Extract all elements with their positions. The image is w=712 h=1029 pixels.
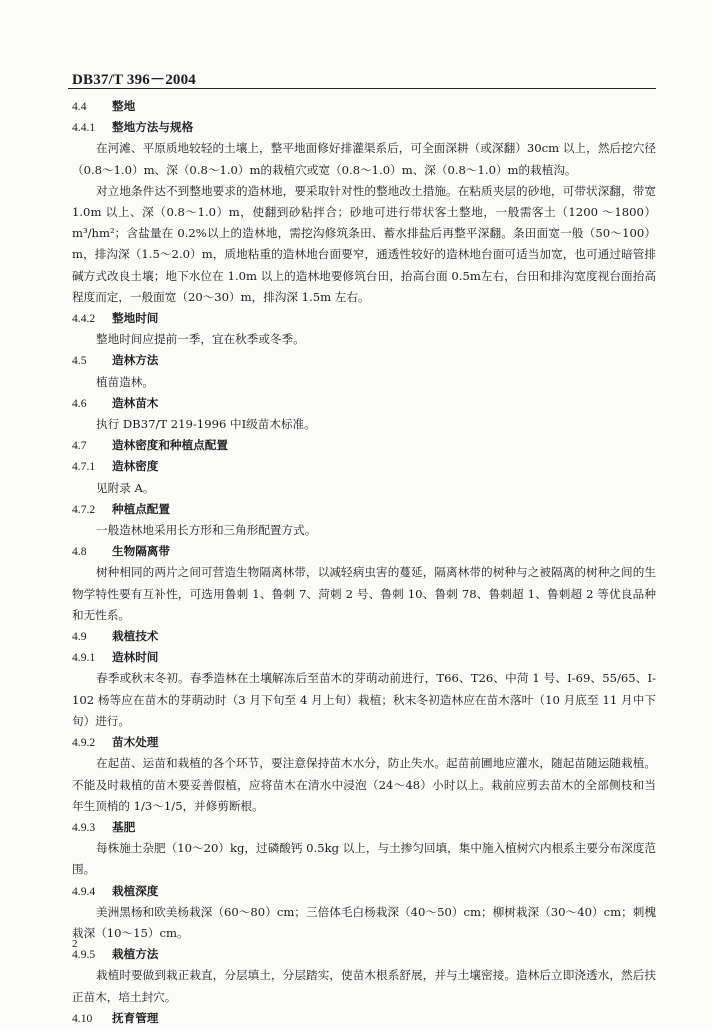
section-heading [72, 96, 656, 117]
section-number: 4.9.4 [72, 884, 96, 898]
section-heading [72, 350, 656, 371]
section-title: 基肥 [112, 819, 136, 834]
section-title: 造林密度和种植点配置 [112, 438, 228, 453]
section-title: 造林方法 [112, 353, 159, 368]
paragraph: 见附录 A。 [96, 480, 155, 495]
section-number: 4.9.1 [72, 651, 96, 665]
section-heading [72, 435, 656, 456]
paragraph: 美洲黑杨和欧美杨栽深（60～80）cm；三倍体毛白杨栽深（40～50）cm；柳树栽深（30～40）cm；刺槐栽深（10～15）cm。 [72, 904, 656, 940]
section-heading [72, 541, 656, 562]
paragraph: 执行 DB37/T 219-1996 中Ⅰ级苗木标准。 [96, 417, 316, 432]
section-title: 整地 [112, 99, 136, 113]
page-number: 2 [72, 938, 78, 950]
section-number: 4.4 [72, 100, 87, 113]
paragraph: 春季或秋末冬初。春季造林在土壤解冻后至苗木的芽萌动前进行，T66、T26、中菏 1 号、I-69、55/65、I-102 杨等应在苗木的芽萌动时（3 月下旬至 4 月上旬）栽植；秋末冬初造林应在苗木落叶（10 月底至 11 月中下旬）进行。 [72, 671, 656, 728]
header-rule [68, 88, 656, 89]
section-number: 4.9.5 [72, 948, 96, 962]
section-heading [72, 499, 656, 520]
section-title: 栽植深度 [112, 883, 159, 898]
section-title: 造林时间 [112, 650, 159, 665]
paragraph: 在河滩、平原质地较轻的土壤上，整平地面修好排灌渠系后，可全面深耕（或深翻）30cm 以上，然后挖穴径（0.8～1.0）m、深（0.8～1.0）m的栽植穴或宽（0.8～1.0）m、深（0.8～1.0）m的栽植沟。 [72, 141, 656, 177]
section-heading [72, 393, 656, 414]
section-number: 4.8 [72, 545, 87, 559]
section-title: 苗木处理 [112, 735, 159, 750]
document-body [72, 96, 656, 1029]
paragraph: 在起苗、运苗和栽植的各个环节，要注意保持苗木水分，防止失水。起苗前圃地应灌水，随起苗随运随栽植。不能及时栽植的苗木要妥善假植，应将苗木在清水中浸泡（24～48）小时以上。栽前应剪去苗木的全部侧枝和当年生顶梢的 1/3～1/5，并修剪断根。 [72, 756, 656, 813]
section-number: 4.5 [72, 354, 87, 368]
section-number: 4.7.1 [72, 460, 96, 474]
paragraph: 对立地条件达不到整地要求的造林地，要采取针对性的整地改土措施。在粘质夹层的砂地，可带状深翻，带宽 1.0m 以上、深（0.8～1.0）m，使翻到砂粘拌合；砂地可进行带状客土整地，一般需客土（1200 ～1800）m³/hm²；含盐量在 0.2%以上的造林地，需挖沟修筑条田、蓄水排盐后再整平深翻。条田面宽一般（50～100）m，排沟深（1.5～2.0）m，质地粘重的造林地台面要窄，通透性较好的造林地台面可适当加宽，也可通过暗管排碱方式改良土壤；地下水位在 1.0m 以上的造林地要修筑台田，抬高台面 0.5m左右，台田和排沟宽度视台面抬高程度而定，一般面宽（20～30）m，排沟深 1.5m 左右。 [72, 183, 656, 304]
paragraph: 栽植时要做到栽正栽直，分层填土，分层踏实，使苗木根系舒展，并与土壤密接。造林后立即浇透水，然后扶正苗木，培土封穴。 [72, 968, 656, 1004]
section-heading [72, 944, 656, 965]
paragraph: 每株施土杂肥（10～20）kg，过磷酸钙 0.5kg 以上，与土掺匀回填，集中施入植树穴内根系主要分布深度范围。 [72, 841, 656, 877]
section-heading [72, 626, 656, 647]
section-number: 4.4.2 [72, 312, 96, 326]
section-heading [72, 647, 656, 668]
section-title: 栽植技术 [112, 629, 159, 644]
section-title: 种植点配置 [112, 501, 170, 516]
section-number: 4.6 [72, 396, 87, 410]
section-title: 栽植方法 [112, 947, 159, 962]
section-title: 造林苗木 [112, 395, 159, 410]
section-heading [72, 308, 656, 329]
section-heading [72, 881, 656, 902]
section-title: 整地时间 [112, 311, 159, 326]
section-number: 4.9.3 [72, 820, 96, 834]
paragraph: 整地时间应提前一季，宜在秋季或冬季。 [96, 332, 305, 347]
section-heading [72, 117, 656, 138]
paragraph: 植苗造林。 [96, 374, 154, 389]
section-heading [72, 456, 656, 477]
paragraph: 一般造林地采用长方形和三角形配置方式。 [96, 523, 317, 538]
paragraph: 树种相同的两片之间可营造生物隔离林带，以减轻病虫害的蔓延，隔离林带的树种与之被隔离的树种之间的生物学特性要有互补性，可选用鲁刺 1、鲁刺 7、菏刺 2 号、鲁刺 10、鲁刺 78、鲁刺超 1、鲁刺超 2 等优良品种和无性系。 [72, 565, 656, 622]
section-number: 4.7 [72, 439, 87, 453]
section-heading [72, 817, 656, 838]
section-title: 造林密度 [112, 459, 159, 474]
section-title: 整地方法与规格 [112, 120, 194, 135]
section-number: 4.4.1 [72, 121, 96, 135]
section-number: 4.7.2 [72, 502, 96, 516]
section-heading [72, 1008, 656, 1029]
section-heading [72, 732, 656, 753]
section-title: 生物隔离带 [112, 544, 170, 559]
section-title: 抚育管理 [112, 1010, 159, 1025]
section-number: 4.9.2 [72, 736, 96, 750]
standard-code-header: DB37/T 396－2004 [72, 72, 196, 88]
section-number: 4.9 [72, 630, 87, 644]
section-number: 4.10 [72, 1011, 93, 1025]
